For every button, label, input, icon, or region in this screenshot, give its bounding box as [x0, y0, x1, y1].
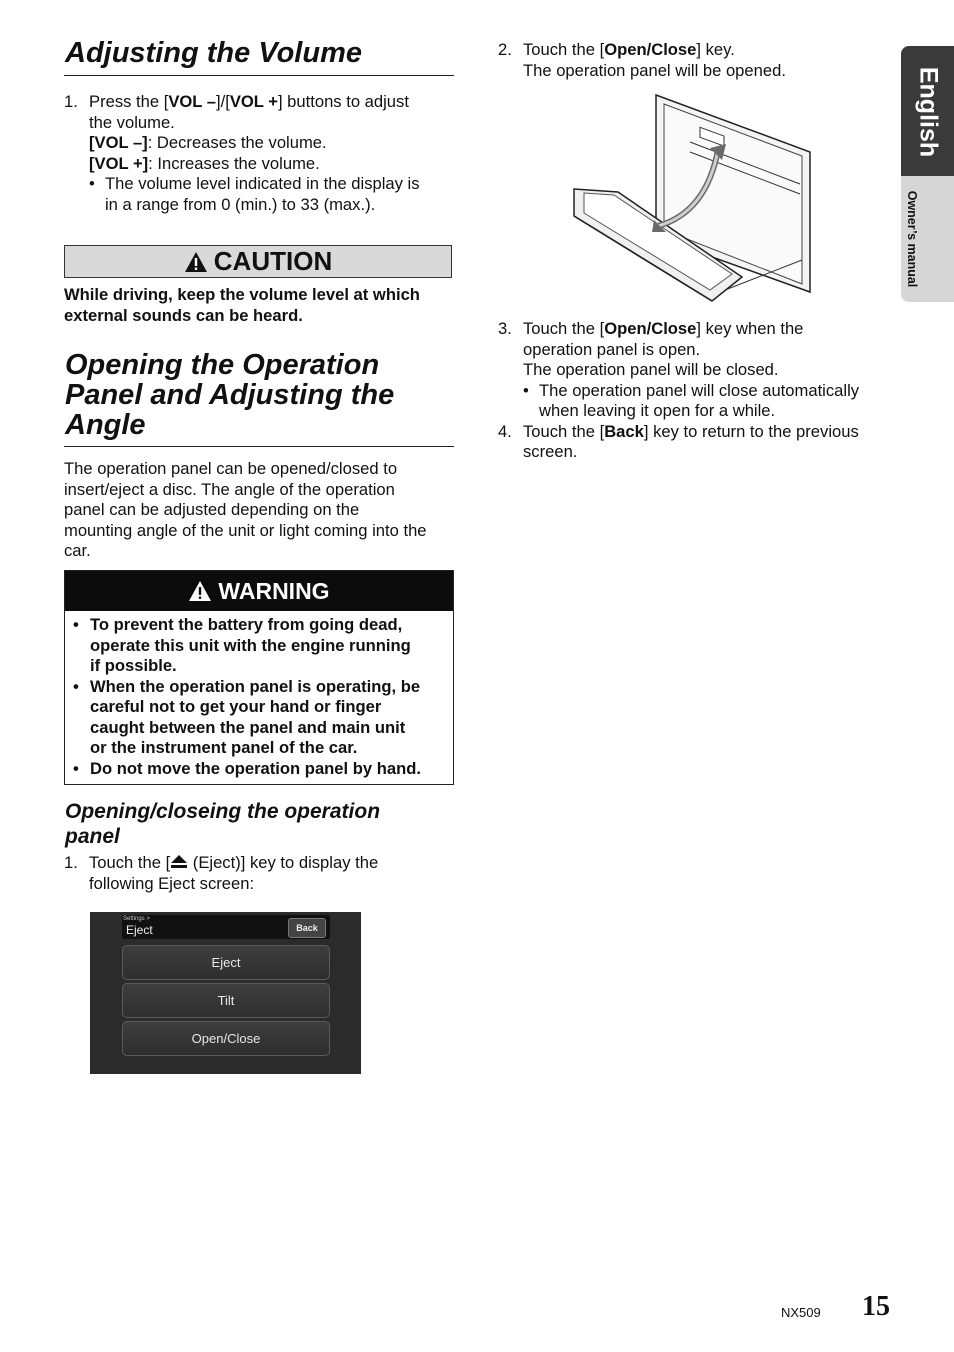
- step-text: operation panel is open.: [523, 339, 701, 359]
- screen-title: Eject: [126, 923, 153, 937]
- bullet-dot: •: [73, 615, 79, 634]
- warning-item: [73, 677, 445, 759]
- volume-range-note: [89, 174, 464, 215]
- caution-text: [64, 285, 464, 326]
- step-number: 3.: [498, 319, 512, 338]
- note-text: The volume level indicated in the display is: [105, 174, 420, 193]
- warning-line: Do not move the operation panel by hand.: [90, 758, 421, 778]
- bullet-dot: •: [89, 174, 95, 193]
- step-2-item: [498, 40, 898, 81]
- manual-label: Owner’s manual: [905, 190, 919, 288]
- step-2: [498, 40, 898, 81]
- warning-item: [73, 615, 445, 677]
- intro-line: mounting angle of the unit or light coming into the: [64, 520, 427, 540]
- step-text: ] buttons to adjust: [277, 92, 409, 111]
- step-text: the volume.: [89, 112, 175, 132]
- vol-minus-label: [VOL –]: [89, 133, 148, 152]
- step-text: ] key when the: [696, 319, 804, 338]
- language-side-tab: [901, 46, 954, 302]
- screen-breadcrumb: Settings >: [123, 916, 150, 922]
- caution-banner: [64, 245, 452, 278]
- note-text: when leaving it open for a while.: [539, 401, 776, 420]
- intro-line: The operation panel can be opened/closed to: [64, 459, 398, 478]
- note-text: The operation panel will close automatically: [539, 380, 860, 400]
- eject-step-1: [64, 853, 464, 894]
- step-text: Touch the [: [523, 319, 605, 338]
- title-line: Angle: [65, 409, 146, 441]
- language-tab-dark: [901, 46, 954, 176]
- warning-line: To prevent the battery from going dead,: [90, 615, 403, 634]
- bullet-dot: •: [523, 380, 529, 400]
- back-key: Back: [604, 421, 644, 441]
- eject-button[interactable]: Eject: [122, 945, 330, 980]
- warning-line: caught between the panel and main unit: [90, 717, 406, 737]
- step-number: 2.: [498, 40, 512, 59]
- step-text: Touch the [: [89, 853, 171, 872]
- warning-box: [64, 570, 454, 785]
- step-4-item: [498, 422, 898, 463]
- intro-line: insert/eject a disc. The angle of the operation: [64, 479, 395, 499]
- warning-triangle-icon: [184, 251, 208, 273]
- screen-title-bar: [122, 915, 330, 939]
- intro-line: car.: [64, 541, 91, 560]
- step-text: ] key.: [696, 40, 735, 59]
- step-text: Touch the [: [523, 421, 605, 441]
- back-button[interactable]: Back: [288, 918, 326, 938]
- subtitle-line: panel: [65, 825, 120, 848]
- opening-intro: [64, 459, 464, 562]
- warning-line: When the operation panel is operating, be: [90, 676, 421, 696]
- warning-line: or the instrument panel of the car.: [90, 738, 358, 757]
- warning-banner: [65, 571, 453, 611]
- step-text: screen.: [523, 442, 578, 461]
- title-rule: [64, 446, 454, 447]
- eject-step: [64, 853, 464, 894]
- title-rule: [64, 75, 454, 76]
- step-number: 1.: [64, 853, 78, 872]
- warning-label: WARNING: [218, 577, 330, 604]
- step-text: Touch the [: [523, 40, 605, 59]
- warning-item: [73, 759, 445, 780]
- auto-close-note: [523, 381, 898, 422]
- open-close-button[interactable]: Open/Close: [122, 1021, 330, 1056]
- vol-plus-desc: : Increases the volume.: [148, 153, 320, 173]
- vol-minus-desc: : Decreases the volume.: [147, 133, 327, 152]
- caution-line: While driving, keep the volume level at which: [64, 285, 420, 304]
- warning-line: careful not to get your hand or finger: [90, 697, 382, 716]
- intro-line: panel can be adjusted depending on the: [64, 500, 360, 519]
- section-title-opening: [65, 350, 394, 440]
- warning-line: if possible.: [90, 656, 177, 675]
- subsection-title: [65, 799, 380, 849]
- vol-minus-key: VOL –: [168, 92, 216, 111]
- page-number: 15: [862, 1291, 890, 1322]
- title-line: Opening the Operation: [65, 349, 380, 381]
- note-text: in a range from 0 (min.) to 33 (max.).: [105, 194, 376, 214]
- subtitle-line: Opening/closeing the operation: [65, 800, 381, 823]
- step-text: following Eject screen:: [89, 873, 255, 893]
- vol-plus-key: VOL +: [229, 92, 278, 111]
- open-close-key: Open/Close: [604, 40, 697, 59]
- warning-line: operate this unit with the engine running: [90, 635, 411, 655]
- title-line: Panel and Adjusting the: [65, 379, 395, 411]
- warning-list: [65, 611, 453, 779]
- step-3: [498, 319, 898, 463]
- step-text: ]/[: [215, 92, 230, 111]
- step-3-item: [498, 319, 898, 422]
- eject-icon: [170, 854, 188, 869]
- step-text: ] key to return to the previous: [643, 421, 859, 441]
- step-text: The operation panel will be closed.: [523, 360, 779, 379]
- step-number: 4.: [498, 421, 512, 441]
- vol-plus-label: [VOL +]: [89, 153, 149, 173]
- step-number: 1.: [64, 92, 78, 111]
- step-text: Press the [: [89, 92, 169, 111]
- warning-triangle-icon: [188, 580, 212, 602]
- step-text: The operation panel will be opened.: [523, 60, 786, 80]
- model-number: NX509: [781, 1305, 821, 1320]
- panel-illustration: [570, 92, 815, 304]
- language-label: English: [914, 66, 943, 158]
- section-title-volume: Adjusting the Volume: [65, 37, 362, 69]
- tilt-button[interactable]: Tilt: [122, 983, 330, 1018]
- step-text: (Eject)] key to display the: [188, 853, 379, 872]
- bullet-dot: •: [73, 676, 79, 696]
- eject-screen-screenshot: [90, 912, 361, 1074]
- bullet-dot: •: [73, 758, 79, 778]
- caution-line: external sounds can be heard.: [64, 305, 303, 325]
- volume-steps: [64, 92, 464, 215]
- open-close-key: Open/Close: [604, 319, 697, 338]
- caution-label: CAUTION: [213, 246, 333, 276]
- volume-step-1: [64, 92, 464, 215]
